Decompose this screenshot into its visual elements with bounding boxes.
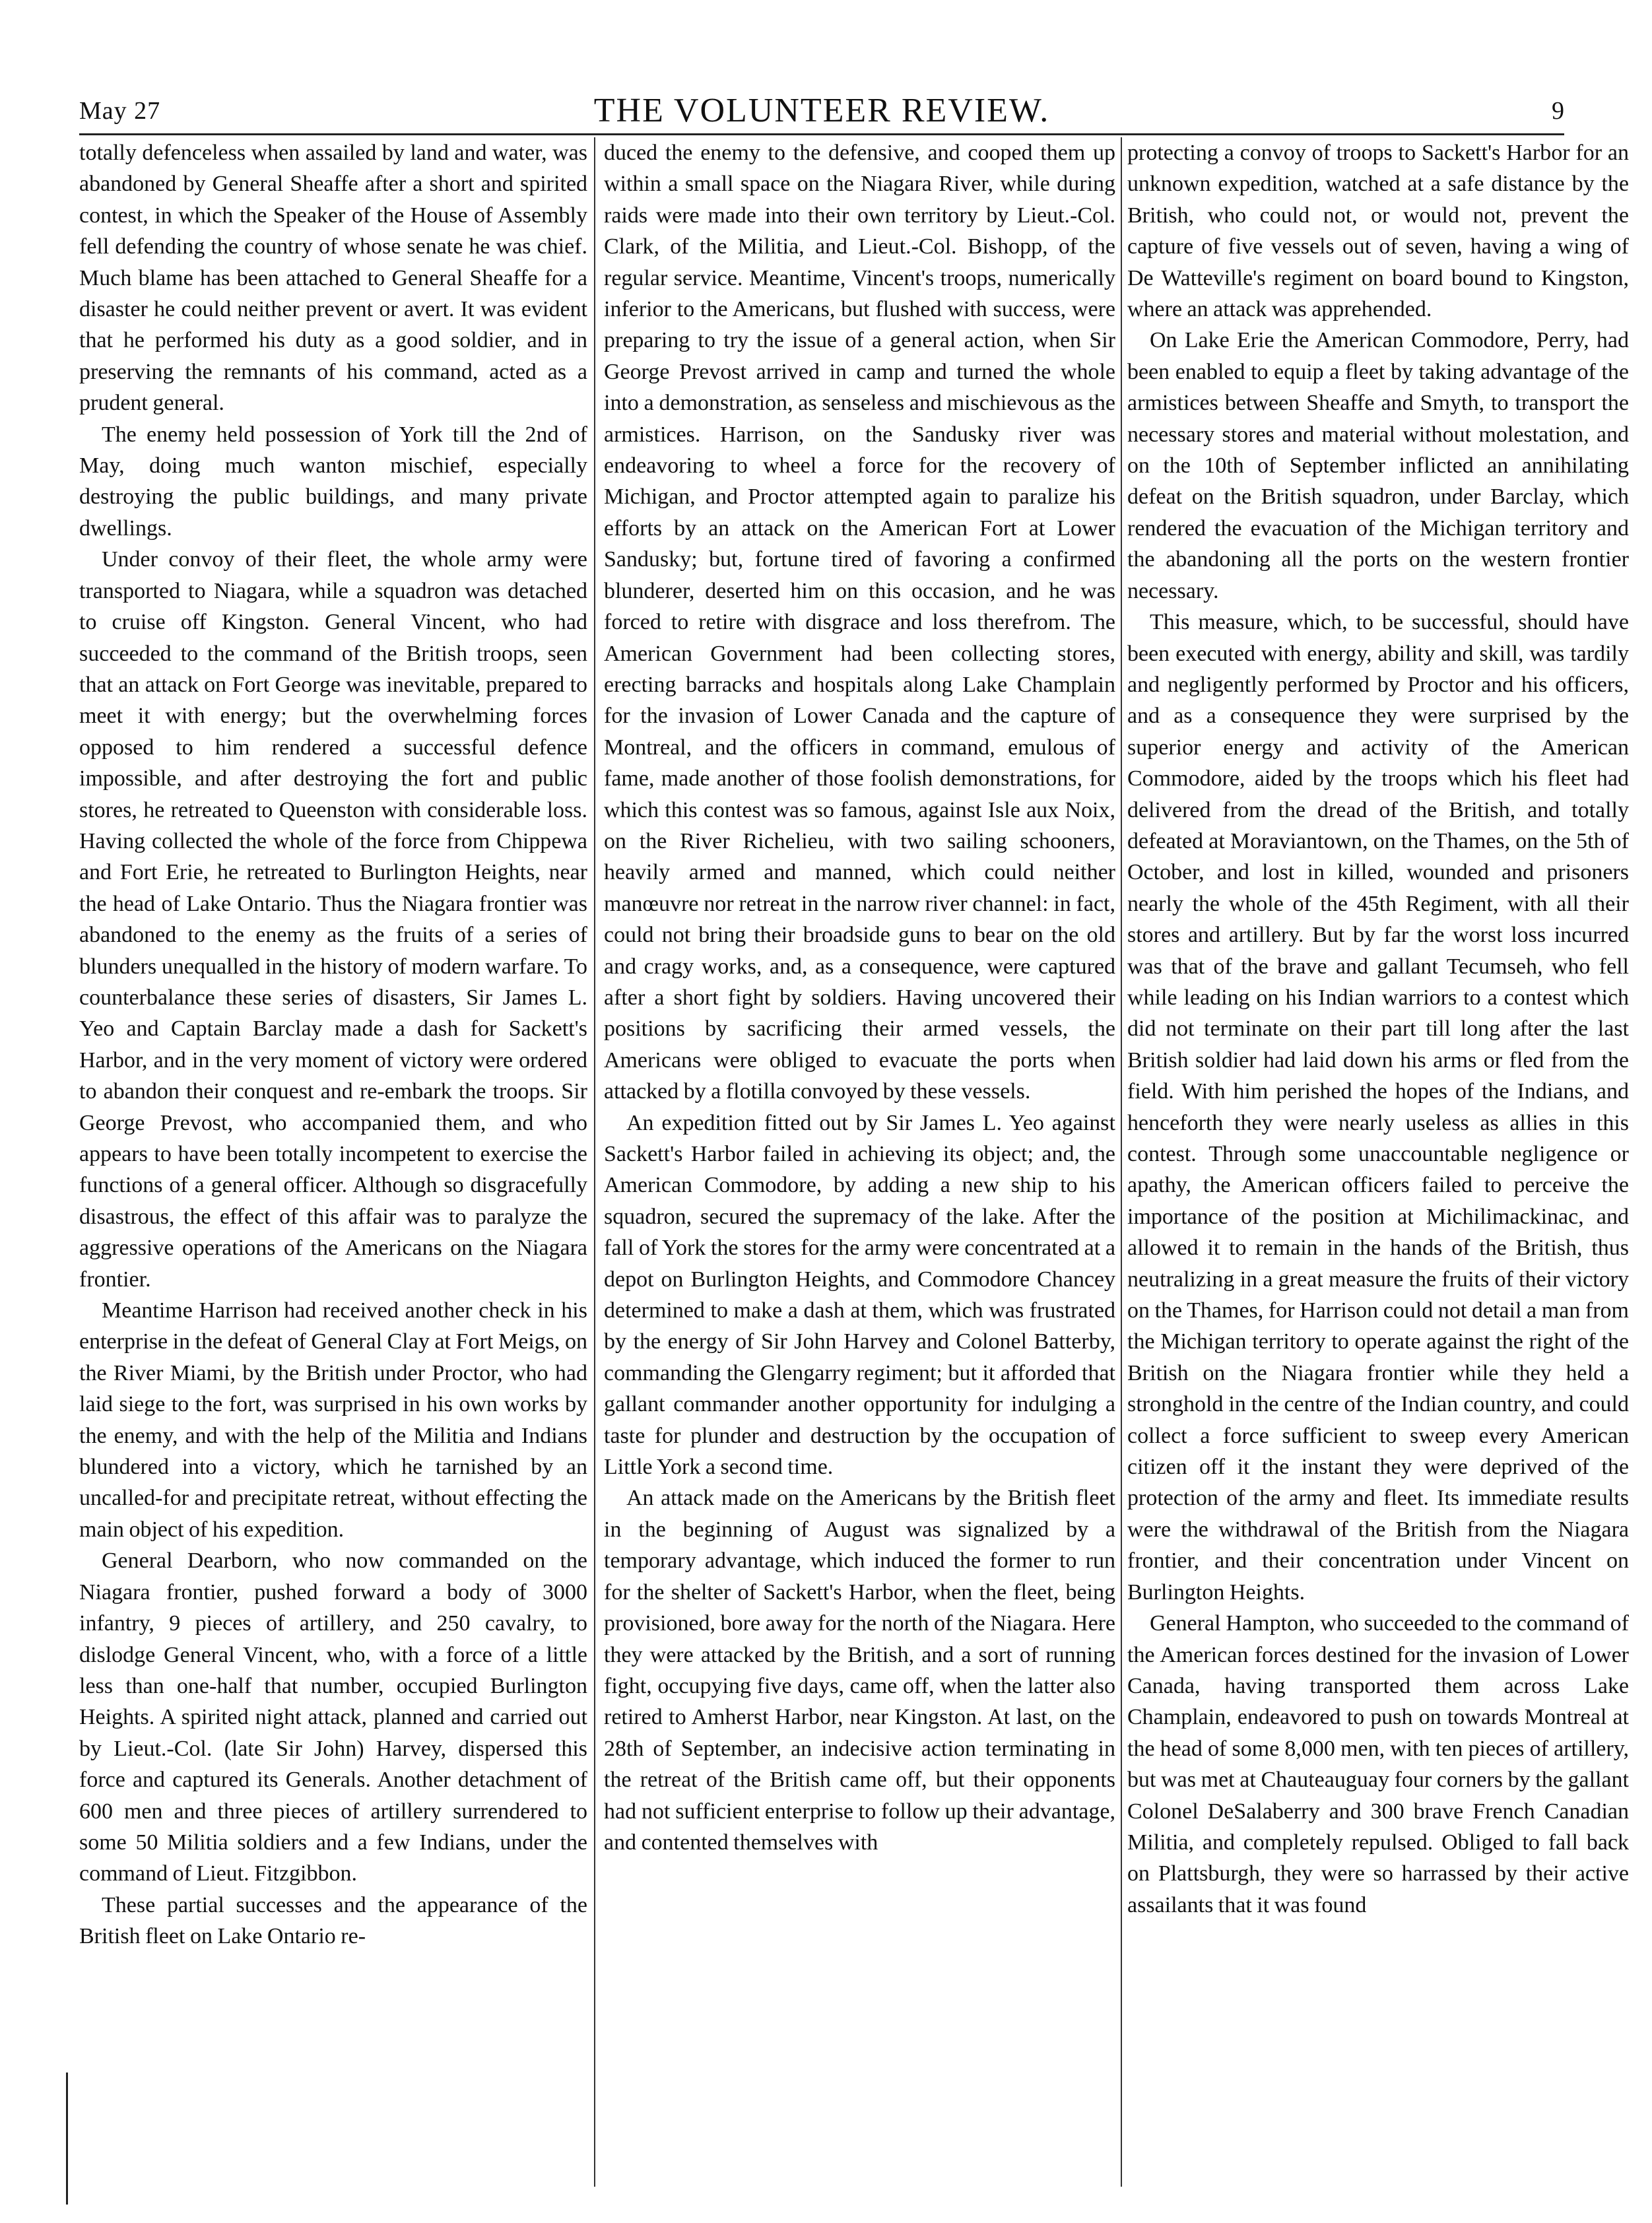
paragraph: Meantime Harrison had received another check in his enterprise in the defeat of General Clay at Fort Meigs, on the River Miami, by the British under Proctor, who had laid siege to the fort, was surprised in his own works by the enemy, and with the help of the Militia and Indians blundered into a victory, which he tarnished by an uncalled-for and precipitate retreat, without effecting the main object of his expedition. <box>79 1298 587 1542</box>
issue-date: May 27 <box>79 97 161 125</box>
page-number: 9 <box>1552 97 1564 125</box>
paragraph: protecting a convoy of troops to Sackett's Harbor for an unknown expedition, watched at a safe distance by the British, who could not, or would not, prevent the capture of five vessels out of seven, having a wing of De Watteville's regiment on board bound to Kingston, where an attack was apprehended. <box>1127 141 1629 322</box>
paragraph: General Hampton, who succeeded to the command of the American forces destined for the invasion of Lower Canada, having transported them across Lake Champlain, endeavored to push on towards Montreal at the head of some 8,000 men, with ten pieces of artillery, but was met at Chauteauguay four corners by the gallant Colonel DeSalaberry and 300 brave French Canadian Militia, and completely repulsed. Obliged to fall back on Plattsburgh, they were so harrassed by their active assailants that it was found <box>1127 1611 1629 1917</box>
text-column-3 <box>1127 137 1629 2197</box>
paragraph: The enemy held possession of York till the 2nd of May, doing much wanton mischief, especially destroying the public buildings, and many private dwellings. <box>79 422 587 541</box>
paragraph: duced the enemy to the defensive, and cooped them up within a small space on the Niagara River, while during raids were made into their own territory by Lieut.-Col. Clark, of the Militia, and Lieut.-Col. Bishopp, of the regular service. Meantime, Vincent's troops, numerically inferior to the Americans, but flushed with success, were preparing to try the issue of a general action, when Sir George Prevost arrived in camp and turned the whole into a demonstration, as senseless and mischievous as the armistices. Harrison, on the Sandusky river was endeavoring to wheel a force for the recovery of Michigan, and Proctor attempted again to paralize his efforts by an attack on the American Fort at Lower Sandusky; but, fortune tired of favoring a confirmed blunderer, deserted him on this occasion, and he was forced to retire with disgrace and loss therefrom. The American Government had been collecting stores, erecting barracks and hospitals along Lake Champlain for the invasion of Lower Canada and the capture of Montreal, and the officers in command, emulous of fame, made another of those foolish demonstrations, for which this contest was so famous, against Isle aux Noix, on the River Richelieu, with two sailing schooners, heavily armed and manned, which could neither manœuvre nor retreat in the narrow river channel: in fact, could not bring their broadside guns to bear on the old and cragy works, and, as a consequence, were captured after a short fight by soldiers. Having uncovered their positions by sacrificing their armed vessels, the Americans were obliged to evacuate the ports when attacked by a flotilla convoyed by these vessels. <box>604 141 1115 1104</box>
publication-title: THE VOLUNTEER REVIEW. <box>593 92 1050 129</box>
paragraph: An attack made on the Americans by the British fleet in the beginning of August was signalized by a temporary advantage, which induced the former to run for the shelter of Sackett's Harbor, when the fleet, being provisioned, bore away for the north of the Niagara. Here they were attacked by the British, and a sort of running fight, occupying five days, came off, when the latter also retired to Amherst Harbor, near Kingston. At last, on the 28th of September, an indecisive action terminating in the retreat of the British came off, but their opponents had not sufficient enterprise to follow up their advantage, and contented themselves with <box>604 1486 1115 1855</box>
paragraph: This measure, which, to be successful, should have been executed with energy, ability and skill, was tardily and negligently performed by Proctor and his officers, and as a consequence they were surprised by the superior energy and activity of the American Commodore, aided by the troops which his fleet had delivered from the dread of the British, and totally defeated at Moraviantown, on the Thames, on the 5th of October, and lost in killed, wounded and prisoners nearly the whole of the 45th Regiment, with all their stores and artillery. But by far the worst loss incurred was that of the brave and gallant Tecumseh, who fell while leading on his Indian warriors to a contest which did not terminate on their part till long after the last British soldier had laid down his arms or fled from the field. With him perished the hopes of the Indians, and henceforth they were nearly useless as allies in this contest. Through some unaccountable negligence or apathy, the American officers failed to perceive the importance of the position at Michilimackinac, and allowed it to remain in the hands of the British, thus neutralizing in a great measure the fruits of their victory on the Thames, for Harrison could not detail a man from the Michigan territory to operate against the right of the British on the Niagara frontier while they held a stronghold in the centre of the Indian country, and could collect a force sufficient to sweep every American citizen off it the instant they were deprived of the protection of the army and fleet. Its immediate results were the withdrawal of the British from the Niagara frontier, and their concentration under Vincent on Burlington Heights. <box>1127 610 1629 1605</box>
paragraph: These partial successes and the appearance of the British fleet on Lake Ontario re- <box>79 1892 587 1949</box>
text-column-1 <box>79 137 587 2197</box>
text-column-2 <box>604 137 1115 2197</box>
paragraph: totally defenceless when assailed by land and water, was abandoned by General Sheaffe after a short and spirited contest, in which the Speaker of the House of Assembly fell defending the country of whose senate he was chief. Much blame has been attached to General Sheaffe for a disaster he could neither prevent or avert. It was evident that he performed his duty as a good soldier, and in preserving the remnants of his command, acted as a prudent general. <box>79 141 587 416</box>
header-rule <box>79 133 1564 135</box>
paragraph: Under convoy of their fleet, the whole army were transported to Niagara, while a squadron was detached to cruise off Kingston. General Vincent, who had succeeded to the command of the British troops, seen that an attack on Fort George was inevitable, prepared to meet it with energy; but the overwhelming forces opposed to him rendered a successful defence impossible, and after destroying the fort and public stores, he retreated to Queenston with considerable loss. Having collected the whole of the force from Chippewa and Fort Erie, he retreated to Burlington Heights, near the head of Lake Ontario. Thus the Niagara frontier was abandoned to the enemy as the fruits of a series of blunders unequalled in the history of modern warfare. To counterbalance these series of disasters, Sir James L. Yeo and Captain Barclay made a dash for Sackett's Harbor, and in the very moment of victory were ordered to abandon their conquest and re-embark the troops. Sir George Prevost, who accompanied them, and who appears to have been totally incompetent to exercise the functions of a general officer. Although so disgracefully disastrous, the effect of this affair was to paralyze the aggressive operations of the Americans on the Niagara frontier. <box>79 547 587 1292</box>
paragraph: On Lake Erie the American Commodore, Perry, had been enabled to equip a fleet by taking advantage of the armistices between Sheaffe and Smyth, to transport the necessary stores and material without molestation, and on the 10th of September inflicted an annihilating defeat on the British squadron, under Barclay, which rendered the evacuation of the Michigan territory and the abandoning all the ports on the western frontier necessary. <box>1127 328 1629 603</box>
paragraph: General Dearborn, who now commanded on the Niagara frontier, pushed forward a body of 3000 infantry, 9 pieces of artillery, and 250 cavalry, to dislodge General Vincent, who, with a force of a little less than one-half that number, occupied Burlington Heights. A spirited night attack, planned and carried out by Lieut.-Col. (late Sir John) Harvey, dispersed this force and captured its Generals. Another detachment of 600 men and three pieces of artillery surrendered to some 50 Militia soldiers and a few Indians, under the command of Lieut. Fitzgibbon. <box>79 1548 587 1886</box>
column-divider <box>594 137 595 2187</box>
paragraph: An expedition fitted out by Sir James L. Yeo against Sackett's Harbor failed in achieving its object; and, the American Commodore, by adding a new ship to his squadron, secured the supremacy of the lake. After the fall of York the stores for the army were concentrated at a depot on Burlington Heights, and Commodore Chancey determined to make a dash at them, which was frustrated by the energy of Sir John Harvey and Colonel Batterby, commanding the Glengarry regiment; but it afforded that gallant commander another opportunity for indulging a taste for plunder and destruction by the occupation of Little York a second time. <box>604 1110 1115 1480</box>
page-header <box>79 84 1564 137</box>
column-divider <box>1121 137 1122 2187</box>
margin-mark <box>66 2073 68 2205</box>
